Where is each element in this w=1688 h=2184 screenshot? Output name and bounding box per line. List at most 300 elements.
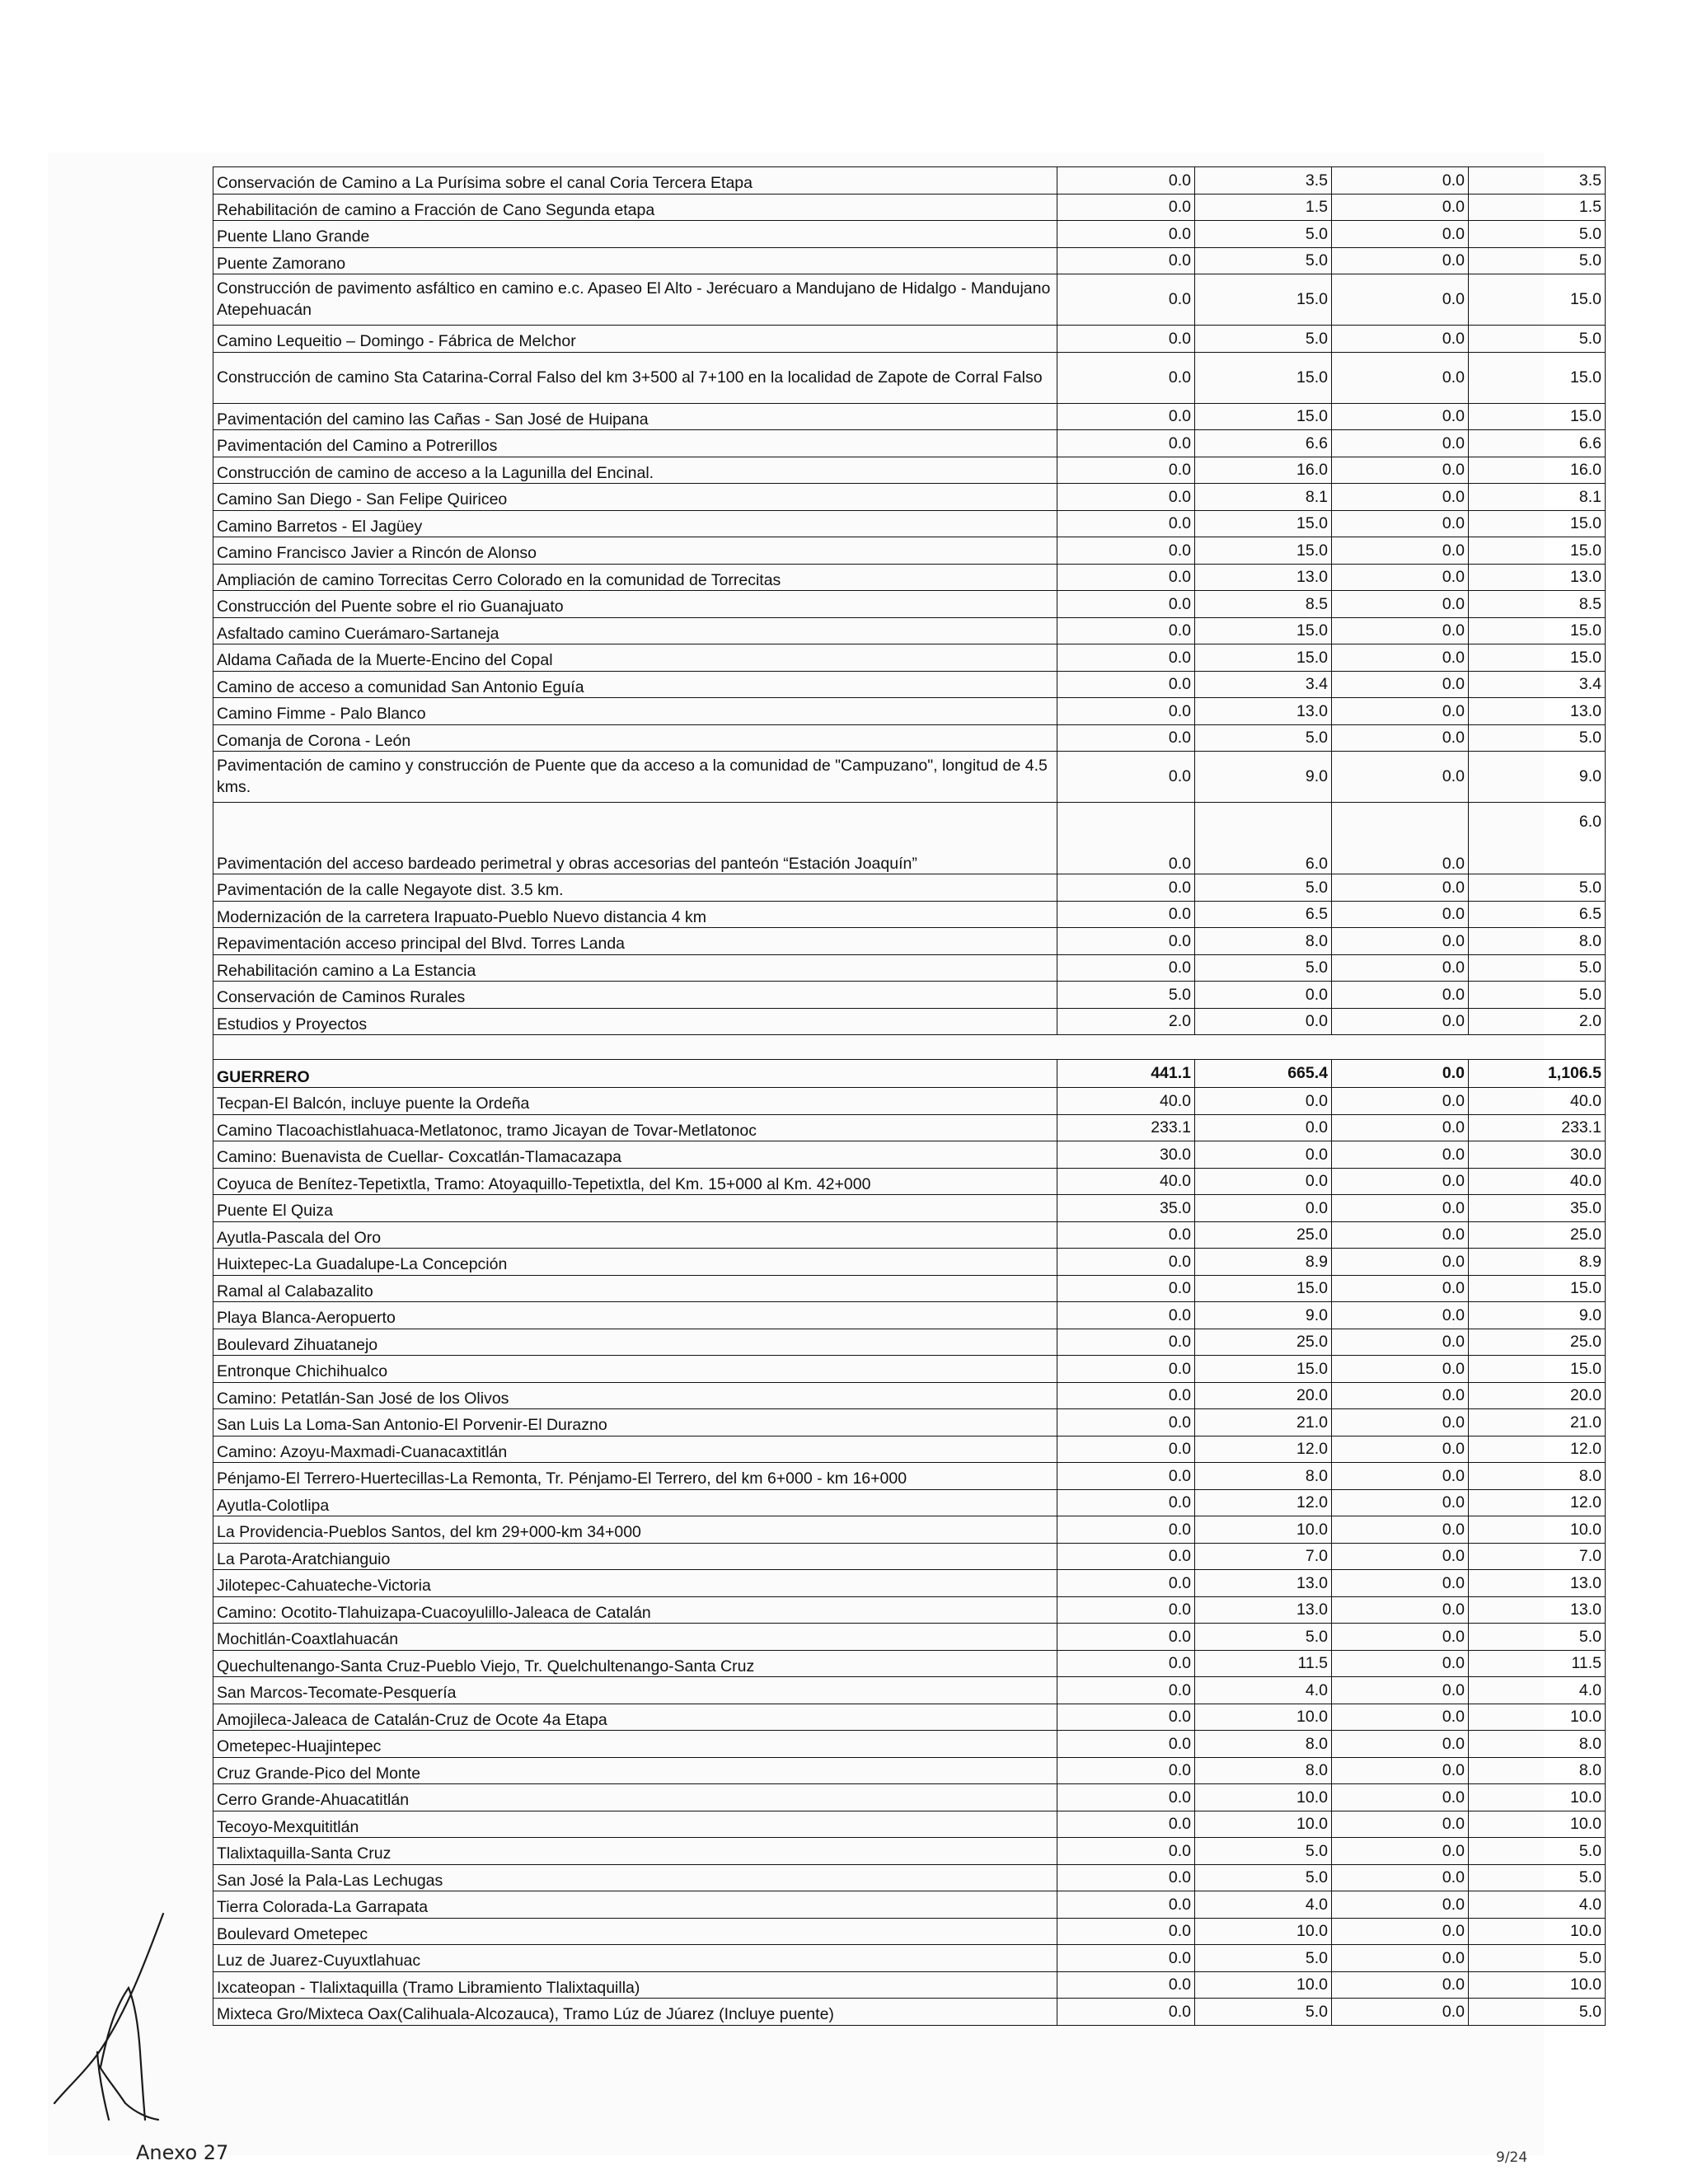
amount-col-3: 0.0 <box>1332 1704 1469 1731</box>
amount-col-4: 25.0 <box>1469 1329 1606 1356</box>
project-name: Puente Llano Grande <box>213 221 1057 248</box>
project-name: Coyuca de Benítez-Tepetixtla, Tramo: Atoyaquillo-Tepetixtla, del Km. 15+000 al Km. 42+000 <box>213 1168 1057 1195</box>
amount-col-1: 0.0 <box>1057 564 1195 591</box>
table-row <box>213 1382 1606 1409</box>
project-name: Cruz Grande-Pico del Monte <box>213 1757 1057 1784</box>
amount-col-4: 5.0 <box>1469 1999 1606 2026</box>
amount-col-1: 0.0 <box>1057 1302 1195 1329</box>
amount-col-2: 3.5 <box>1195 167 1332 194</box>
amount-col-4: 5.0 <box>1469 1624 1606 1651</box>
amount-col-4: 11.5 <box>1469 1650 1606 1677</box>
amount-col-2: 13.0 <box>1195 564 1332 591</box>
table-row <box>213 1088 1606 1115</box>
project-name: Construcción de camino Sta Catarina-Corral Falso del km 3+500 al 7+100 en la localidad de Zapote de Corral Falso <box>213 352 1057 403</box>
amount-col-1: 0.0 <box>1057 537 1195 565</box>
amount-col-2: 0.0 <box>1195 1088 1332 1115</box>
amount-col-3: 0.0 <box>1332 484 1469 511</box>
project-name: Ramal al Calabazalito <box>213 1275 1057 1302</box>
table-row <box>213 1731 1606 1758</box>
project-name: Quechultenango-Santa Cruz-Pueblo Viejo, Tr. Quelchultenango-Santa Cruz <box>213 1650 1057 1677</box>
budget-table-body <box>213 167 1606 2026</box>
amount-col-2: 6.6 <box>1195 430 1332 457</box>
amount-col-1: 0.0 <box>1057 1543 1195 1570</box>
amount-col-4: 7.0 <box>1469 1543 1606 1570</box>
table-row <box>213 1302 1606 1329</box>
amount-col-3: 0.0 <box>1332 352 1469 403</box>
amount-col-1: 0.0 <box>1057 644 1195 672</box>
amount-col-1: 30.0 <box>1057 1141 1195 1169</box>
amount-col-4: 10.0 <box>1469 1811 1606 1838</box>
amount-col-1: 0.0 <box>1057 1275 1195 1302</box>
project-name: Ayutla-Pascala del Oro <box>213 1221 1057 1249</box>
project-name: Pavimentación del Camino a Potrerillos <box>213 430 1057 457</box>
amount-col-2: 0.0 <box>1195 1114 1332 1141</box>
amount-col-1: 40.0 <box>1057 1168 1195 1195</box>
amount-col-3: 0.0 <box>1332 928 1469 955</box>
amount-col-3: 0.0 <box>1332 1168 1469 1195</box>
amount-col-3: 0.0 <box>1332 1489 1469 1516</box>
project-name: Conservación de Caminos Rurales <box>213 982 1057 1009</box>
amount-col-4: 5.0 <box>1469 954 1606 982</box>
table-row <box>213 803 1606 874</box>
amount-col-1: 441.1 <box>1057 1060 1195 1088</box>
project-name: Tecoyo-Mexquititlán <box>213 1811 1057 1838</box>
amount-col-1: 40.0 <box>1057 1088 1195 1115</box>
project-name: Luz de Juarez-Cuyuxtlahuac <box>213 1945 1057 1972</box>
amount-col-2: 10.0 <box>1195 1784 1332 1811</box>
project-name: San Marcos-Tecomate-Pesquería <box>213 1677 1057 1704</box>
amount-col-3: 0.0 <box>1332 247 1469 274</box>
amount-col-2: 13.0 <box>1195 1596 1332 1624</box>
amount-col-1: 0.0 <box>1057 167 1195 194</box>
project-name: Repavimentación acceso principal del Blvd. Torres Landa <box>213 928 1057 955</box>
amount-col-4: 4.0 <box>1469 1891 1606 1919</box>
table-row <box>213 1168 1606 1195</box>
amount-col-4: 10.0 <box>1469 1704 1606 1731</box>
amount-col-1: 0.0 <box>1057 1757 1195 1784</box>
amount-col-2: 5.0 <box>1195 1838 1332 1865</box>
amount-col-2: 13.0 <box>1195 1570 1332 1597</box>
amount-col-2: 7.0 <box>1195 1543 1332 1570</box>
amount-col-4: 10.0 <box>1469 1784 1606 1811</box>
amount-col-2: 10.0 <box>1195 1811 1332 1838</box>
amount-col-1: 0.0 <box>1057 510 1195 537</box>
table-row <box>213 1008 1606 1035</box>
amount-col-2: 15.0 <box>1195 537 1332 565</box>
project-name: Amojileca-Jaleaca de Catalán-Cruz de Ocote 4a Etapa <box>213 1704 1057 1731</box>
amount-col-4: 8.9 <box>1469 1249 1606 1276</box>
table-row <box>213 1489 1606 1516</box>
table-row <box>213 221 1606 248</box>
amount-col-4: 4.0 <box>1469 1677 1606 1704</box>
amount-col-1: 0.0 <box>1057 194 1195 221</box>
amount-col-2: 6.0 <box>1195 803 1332 874</box>
amount-col-1: 0.0 <box>1057 1489 1195 1516</box>
project-name: Tlalixtaquilla-Santa Cruz <box>213 1838 1057 1865</box>
amount-col-2: 0.0 <box>1195 1195 1332 1222</box>
amount-col-3: 0.0 <box>1332 644 1469 672</box>
amount-col-4: 15.0 <box>1469 644 1606 672</box>
amount-col-1: 0.0 <box>1057 1624 1195 1651</box>
table-row <box>213 591 1606 618</box>
amount-col-2: 0.0 <box>1195 1141 1332 1169</box>
project-name: San José la Pala-Las Lechugas <box>213 1864 1057 1891</box>
project-name: Entronque Chichihualco <box>213 1356 1057 1383</box>
project-name: Ayutla-Colotlipa <box>213 1489 1057 1516</box>
project-name: Comanja de Corona - León <box>213 724 1057 752</box>
amount-col-3: 0.0 <box>1332 1141 1469 1169</box>
amount-col-3: 0.0 <box>1332 1249 1469 1276</box>
table-row <box>213 1784 1606 1811</box>
amount-col-1: 0.0 <box>1057 1945 1195 1972</box>
amount-col-1: 0.0 <box>1057 1249 1195 1276</box>
amount-col-3: 0.0 <box>1332 1784 1469 1811</box>
amount-col-1: 0.0 <box>1057 430 1195 457</box>
amount-col-3: 0.0 <box>1332 1329 1469 1356</box>
table-row <box>213 1650 1606 1677</box>
section-name: GUERRERO <box>213 1060 1057 1088</box>
amount-col-2: 5.0 <box>1195 1864 1332 1891</box>
amount-col-4: 15.0 <box>1469 274 1606 326</box>
table-row <box>213 1409 1606 1436</box>
amount-col-4: 5.0 <box>1469 1945 1606 1972</box>
amount-col-3: 0.0 <box>1332 901 1469 928</box>
amount-col-2: 11.5 <box>1195 1650 1332 1677</box>
project-name: Modernización de la carretera Irapuato-Pueblo Nuevo distancia 4 km <box>213 901 1057 928</box>
amount-col-2: 5.0 <box>1195 247 1332 274</box>
table-row <box>213 1811 1606 1838</box>
section-row <box>213 1060 1606 1088</box>
project-name: Puente El Quiza <box>213 1195 1057 1222</box>
project-name: Conservación de Camino a La Purísima sobre el canal Coria Tercera Etapa <box>213 167 1057 194</box>
amount-col-1: 0.0 <box>1057 457 1195 484</box>
amount-col-4: 35.0 <box>1469 1195 1606 1222</box>
amount-col-1: 0.0 <box>1057 1918 1195 1945</box>
amount-col-3: 0.0 <box>1332 1088 1469 1115</box>
table-row <box>213 1704 1606 1731</box>
amount-col-1: 0.0 <box>1057 1516 1195 1544</box>
amount-col-3: 0.0 <box>1332 1114 1469 1141</box>
amount-col-4: 13.0 <box>1469 1596 1606 1624</box>
amount-col-4: 1,106.5 <box>1469 1060 1606 1088</box>
amount-col-2: 25.0 <box>1195 1329 1332 1356</box>
amount-col-4: 12.0 <box>1469 1489 1606 1516</box>
amount-col-4: 15.0 <box>1469 510 1606 537</box>
project-name: Puente Zamorano <box>213 247 1057 274</box>
amount-col-1: 0.0 <box>1057 874 1195 902</box>
amount-col-4: 15.0 <box>1469 1275 1606 1302</box>
amount-col-2: 8.0 <box>1195 1757 1332 1784</box>
amount-col-2: 5.0 <box>1195 221 1332 248</box>
amount-col-1: 0.0 <box>1057 752 1195 803</box>
project-name: Camino de acceso a comunidad San Antonio Eguía <box>213 671 1057 698</box>
amount-col-2: 15.0 <box>1195 274 1332 326</box>
table-row <box>213 564 1606 591</box>
amount-col-4: 8.0 <box>1469 928 1606 955</box>
table-row <box>213 1624 1606 1651</box>
table-row <box>213 194 1606 221</box>
amount-col-1: 0.0 <box>1057 1891 1195 1919</box>
project-name: Camino: Ocotito-Tlahuizapa-Cuacoyulillo-Jaleaca de Catalán <box>213 1596 1057 1624</box>
amount-col-2: 25.0 <box>1195 1221 1332 1249</box>
amount-col-2: 21.0 <box>1195 1409 1332 1436</box>
amount-col-3: 0.0 <box>1332 1060 1469 1088</box>
amount-col-3: 0.0 <box>1332 1195 1469 1222</box>
table-row <box>213 1838 1606 1865</box>
amount-col-3: 0.0 <box>1332 457 1469 484</box>
amount-col-2: 10.0 <box>1195 1704 1332 1731</box>
table-row <box>213 1516 1606 1544</box>
amount-col-4: 15.0 <box>1469 537 1606 565</box>
amount-col-1: 0.0 <box>1057 1382 1195 1409</box>
amount-col-4: 15.0 <box>1469 1356 1606 1383</box>
table-row <box>213 1918 1606 1945</box>
amount-col-2: 6.5 <box>1195 901 1332 928</box>
amount-col-2: 5.0 <box>1195 1945 1332 1972</box>
amount-col-3: 0.0 <box>1332 1356 1469 1383</box>
amount-col-2: 8.5 <box>1195 591 1332 618</box>
amount-col-2: 16.0 <box>1195 457 1332 484</box>
project-name: Aldama Cañada de la Muerte-Encino del Copal <box>213 644 1057 672</box>
amount-col-3: 0.0 <box>1332 982 1469 1009</box>
amount-col-4: 8.5 <box>1469 591 1606 618</box>
amount-col-4: 8.0 <box>1469 1731 1606 1758</box>
table-row <box>213 617 1606 644</box>
amount-col-2: 9.0 <box>1195 752 1332 803</box>
project-name: Playa Blanca-Aeropuerto <box>213 1302 1057 1329</box>
table-row <box>213 457 1606 484</box>
table-row <box>213 1356 1606 1383</box>
amount-col-4: 5.0 <box>1469 1838 1606 1865</box>
amount-col-1: 0.0 <box>1057 901 1195 928</box>
amount-col-1: 0.0 <box>1057 274 1195 326</box>
amount-col-2: 5.0 <box>1195 1624 1332 1651</box>
amount-col-1: 0.0 <box>1057 1677 1195 1704</box>
amount-col-4: 8.0 <box>1469 1757 1606 1784</box>
amount-col-4: 13.0 <box>1469 564 1606 591</box>
amount-col-1: 0.0 <box>1057 617 1195 644</box>
table-row <box>213 874 1606 902</box>
project-name: Camino: Petatlán-San José de los Olivos <box>213 1382 1057 1409</box>
project-name: Tierra Colorada-La Garrapata <box>213 1891 1057 1919</box>
amount-col-1: 0.0 <box>1057 1864 1195 1891</box>
amount-col-3: 0.0 <box>1332 1731 1469 1758</box>
amount-col-4: 30.0 <box>1469 1141 1606 1169</box>
amount-col-3: 0.0 <box>1332 874 1469 902</box>
amount-col-2: 15.0 <box>1195 644 1332 672</box>
amount-col-2: 0.0 <box>1195 1008 1332 1035</box>
amount-col-2: 8.0 <box>1195 1731 1332 1758</box>
project-name: Asfaltado camino Cuerámaro-Sartaneja <box>213 617 1057 644</box>
amount-col-3: 0.0 <box>1332 1409 1469 1436</box>
table-row <box>213 352 1606 403</box>
amount-col-3: 0.0 <box>1332 1677 1469 1704</box>
amount-col-1: 0.0 <box>1057 803 1195 874</box>
project-name: Cerro Grande-Ahuacatitlán <box>213 1784 1057 1811</box>
amount-col-2: 15.0 <box>1195 1356 1332 1383</box>
amount-col-1: 233.1 <box>1057 1114 1195 1141</box>
amount-col-3: 0.0 <box>1332 1570 1469 1597</box>
amount-col-4: 16.0 <box>1469 457 1606 484</box>
amount-col-4: 2.0 <box>1469 1008 1606 1035</box>
amount-col-2: 5.0 <box>1195 954 1332 982</box>
annex-label: Anexo 27 <box>136 2141 229 2164</box>
amount-col-3: 0.0 <box>1332 1811 1469 1838</box>
amount-col-2: 15.0 <box>1195 403 1332 430</box>
amount-col-2: 5.0 <box>1195 1999 1332 2026</box>
amount-col-4: 10.0 <box>1469 1971 1606 1999</box>
amount-col-1: 0.0 <box>1057 403 1195 430</box>
amount-col-2: 8.0 <box>1195 928 1332 955</box>
amount-col-4: 40.0 <box>1469 1168 1606 1195</box>
amount-col-2: 12.0 <box>1195 1489 1332 1516</box>
amount-col-3: 0.0 <box>1332 1463 1469 1490</box>
project-name: Camino: Azoyu-Maxmadi-Cuanacaxtitlán <box>213 1436 1057 1463</box>
page-number: 9/24 <box>1496 2149 1528 2166</box>
project-name: Construcción del Puente sobre el rio Guanajuato <box>213 591 1057 618</box>
amount-col-1: 2.0 <box>1057 1008 1195 1035</box>
amount-col-4: 8.0 <box>1469 1463 1606 1490</box>
amount-col-2: 8.0 <box>1195 1463 1332 1490</box>
amount-col-2: 665.4 <box>1195 1060 1332 1088</box>
amount-col-3: 0.0 <box>1332 1275 1469 1302</box>
table-row <box>213 247 1606 274</box>
amount-col-2: 0.0 <box>1195 982 1332 1009</box>
amount-col-2: 4.0 <box>1195 1891 1332 1919</box>
amount-col-2: 10.0 <box>1195 1918 1332 1945</box>
amount-col-1: 0.0 <box>1057 1650 1195 1677</box>
spacer-cell <box>213 1035 1606 1060</box>
amount-col-4: 12.0 <box>1469 1436 1606 1463</box>
table-row <box>213 510 1606 537</box>
table-row <box>213 1999 1606 2026</box>
amount-col-2: 15.0 <box>1195 617 1332 644</box>
table-row <box>213 1329 1606 1356</box>
amount-col-4: 5.0 <box>1469 874 1606 902</box>
table-row <box>213 724 1606 752</box>
table-row <box>213 1677 1606 1704</box>
amount-col-2: 20.0 <box>1195 1382 1332 1409</box>
amount-col-1: 0.0 <box>1057 1436 1195 1463</box>
amount-col-3: 0.0 <box>1332 194 1469 221</box>
amount-col-3: 0.0 <box>1332 1436 1469 1463</box>
amount-col-4: 5.0 <box>1469 221 1606 248</box>
amount-col-1: 0.0 <box>1057 221 1195 248</box>
table-row <box>213 1221 1606 1249</box>
amount-col-4: 5.0 <box>1469 247 1606 274</box>
amount-col-4: 15.0 <box>1469 403 1606 430</box>
amount-col-3: 0.0 <box>1332 698 1469 725</box>
project-name: La Parota-Aratchianguio <box>213 1543 1057 1570</box>
table-row <box>213 1249 1606 1276</box>
amount-col-4: 3.5 <box>1469 167 1606 194</box>
table-row <box>213 1757 1606 1784</box>
table-row <box>213 901 1606 928</box>
amount-col-3: 0.0 <box>1332 430 1469 457</box>
table-row <box>213 1570 1606 1597</box>
project-name: Construcción de pavimento asfáltico en camino e.c. Apaseo El Alto - Jerécuaro a Mandujano de Hidalgo - Mandujano Atepehuacán <box>213 274 1057 326</box>
amount-col-3: 0.0 <box>1332 591 1469 618</box>
amount-col-1: 0.0 <box>1057 671 1195 698</box>
amount-col-2: 13.0 <box>1195 698 1332 725</box>
amount-col-4: 8.1 <box>1469 484 1606 511</box>
amount-col-4: 21.0 <box>1469 1409 1606 1436</box>
amount-col-2: 15.0 <box>1195 510 1332 537</box>
amount-col-3: 0.0 <box>1332 1596 1469 1624</box>
amount-col-3: 0.0 <box>1332 1757 1469 1784</box>
amount-col-4: 5.0 <box>1469 1864 1606 1891</box>
amount-col-4: 40.0 <box>1469 1088 1606 1115</box>
project-name: Rehabilitación camino a La Estancia <box>213 954 1057 982</box>
amount-col-3: 0.0 <box>1332 1971 1469 1999</box>
project-name: Construcción de camino de acceso a la Lagunilla del Encinal. <box>213 457 1057 484</box>
table-row <box>213 1275 1606 1302</box>
amount-col-3: 0.0 <box>1332 326 1469 353</box>
table-row <box>213 698 1606 725</box>
table-row <box>213 1596 1606 1624</box>
amount-col-4: 6.0 <box>1469 803 1606 874</box>
budget-table <box>213 166 1606 2026</box>
amount-col-2: 5.0 <box>1195 326 1332 353</box>
project-name: Camino Francisco Javier a Rincón de Alonso <box>213 537 1057 565</box>
amount-col-4: 5.0 <box>1469 724 1606 752</box>
project-name: Camino Lequeitio – Domingo - Fábrica de Melchor <box>213 326 1057 353</box>
amount-col-1: 0.0 <box>1057 352 1195 403</box>
amount-col-3: 0.0 <box>1332 221 1469 248</box>
amount-col-4: 5.0 <box>1469 982 1606 1009</box>
table-row <box>213 430 1606 457</box>
project-name: Camino Tlacoachistlahuaca-Metlatonoc, tramo Jicayan de Tovar-Metlatonoc <box>213 1114 1057 1141</box>
amount-col-1: 0.0 <box>1057 1596 1195 1624</box>
table-row <box>213 644 1606 672</box>
amount-col-3: 0.0 <box>1332 617 1469 644</box>
table-row <box>213 537 1606 565</box>
project-name: Camino Barretos - El Jagüey <box>213 510 1057 537</box>
amount-col-4: 15.0 <box>1469 617 1606 644</box>
amount-col-2: 8.1 <box>1195 484 1332 511</box>
project-name: Tecpan-El Balcón, incluye puente la Ordeña <box>213 1088 1057 1115</box>
amount-col-2: 10.0 <box>1195 1971 1332 1999</box>
project-name: Mochitlán-Coaxtlahuacán <box>213 1624 1057 1651</box>
amount-col-1: 0.0 <box>1057 1784 1195 1811</box>
amount-col-2: 9.0 <box>1195 1302 1332 1329</box>
amount-col-1: 5.0 <box>1057 982 1195 1009</box>
amount-col-4: 1.5 <box>1469 194 1606 221</box>
project-name: Ometepec-Huajintepec <box>213 1731 1057 1758</box>
table-row <box>213 671 1606 698</box>
amount-col-1: 0.0 <box>1057 1409 1195 1436</box>
amount-col-1: 35.0 <box>1057 1195 1195 1222</box>
amount-col-4: 13.0 <box>1469 698 1606 725</box>
spacer-row <box>213 1035 1606 1060</box>
amount-col-1: 0.0 <box>1057 1221 1195 1249</box>
project-name: Estudios y Proyectos <box>213 1008 1057 1035</box>
amount-col-3: 0.0 <box>1332 1382 1469 1409</box>
project-name: Huixtepec-La Guadalupe-La Concepción <box>213 1249 1057 1276</box>
amount-col-4: 13.0 <box>1469 1570 1606 1597</box>
amount-col-1: 0.0 <box>1057 1463 1195 1490</box>
amount-col-3: 0.0 <box>1332 1302 1469 1329</box>
amount-col-3: 0.0 <box>1332 1008 1469 1035</box>
amount-col-4: 3.4 <box>1469 671 1606 698</box>
amount-col-1: 0.0 <box>1057 326 1195 353</box>
amount-col-3: 0.0 <box>1332 1918 1469 1945</box>
table-row <box>213 1114 1606 1141</box>
amount-col-3: 0.0 <box>1332 1999 1469 2026</box>
amount-col-2: 4.0 <box>1195 1677 1332 1704</box>
amount-col-1: 0.0 <box>1057 591 1195 618</box>
amount-col-3: 0.0 <box>1332 1221 1469 1249</box>
